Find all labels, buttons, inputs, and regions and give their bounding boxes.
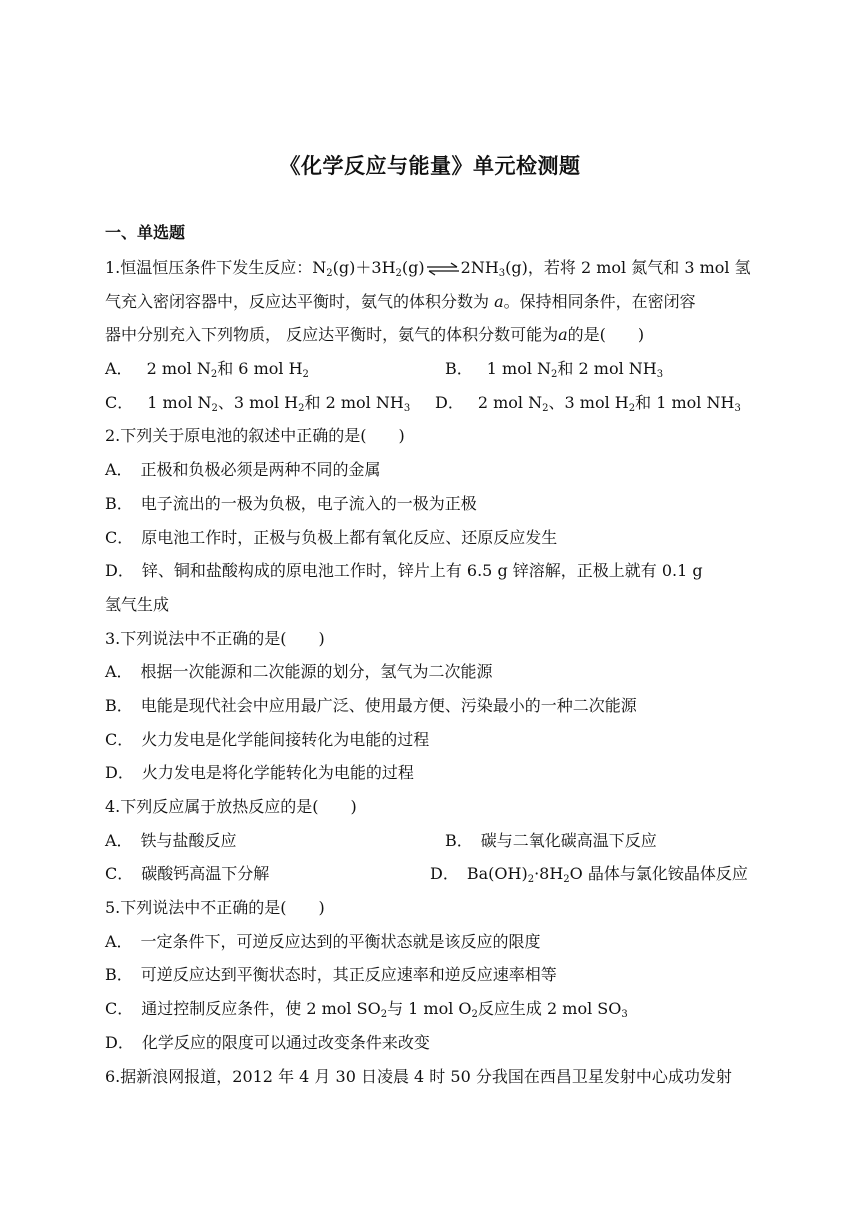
option-c: C． 1 mol $N_2$、3 mol $H_2$和 2 mol $NH_3$ [105,392,411,414]
page-title: 《化学反应与能量》单元检测题 [279,153,581,178]
option-d: D． $Ba(OH)_2\cdot 8H_2O$ 晶体与氯化铵晶体反应 [430,864,748,886]
question-1-line-1: 1.恒温恒压条件下发生反应：$N_2(g)+3H_2(g)$ $2NH_3(g)$，若将 2 mol 氮气和 3 mol 氢 [105,258,751,279]
option-c: C． 火力发电是化学能间接转化为电能的过程 [105,729,430,749]
option-d: D． 2 mol $N_2$、3 mol $H_2$和 1 mol $NH_3$ [435,392,741,414]
option-d-continued: 氢气生成 [105,594,170,614]
option-c: C． 通过控制反应条件，使 2 mol $SO_2$与 1 mol $O_2$反应生成 2 mol $SO_3$ [105,999,628,1021]
question-4-options-cd [105,857,757,891]
question-3-stem: 3.下列说法中不正确的是( ) [105,628,325,648]
section-heading: 一、单选题 [105,223,186,242]
option-a: A． 正极和负极必须是两种不同的金属 [105,460,381,480]
option-b: B． 电子流出的一极为负极，电子流入的一极为正极 [105,493,477,513]
option-a: A． 2 mol $N_2$和 6 mol $H_2$ [105,359,309,381]
question-1-line-3: 器中分别充入下列物质， 反应达平衡时，氨气的体积分数可能为a的是( ) [105,325,645,345]
question-1-options-ab [105,352,757,386]
question-1-line-2: 气充入密闭容器中，反应达平衡时，氨气的体积分数为 a。保持相同条件，在密闭容 [105,291,696,311]
option-d: D． 火力发电是将化学能转化为电能的过程 [105,763,414,783]
option-d: D． 锌、铜和盐酸构成的原电池工作时，锌片上有 6.5 g 锌溶解，正极上就有 0.1 g [105,561,703,581]
option-d: D． 化学反应的限度可以通过改变条件来改变 [105,1032,430,1052]
option-c: C． 碳酸钙高温下分解 [105,864,270,884]
option-c: C． 原电池工作时，正极与负极上都有氧化反应、还原反应发生 [105,527,558,547]
question-1-options-cd [105,386,757,420]
option-a: A． 铁与盐酸反应 [105,830,237,850]
question-6-stem: 6.据新浪网报道，2012 年 4 月 30 日凌晨 4 时 50 分我国在西昌卫星发射中心成功发射 [105,1066,732,1086]
option-b: B． 可逆反应达到平衡状态时，其正反应速率和逆反应速率相等 [105,965,557,985]
question-4-stem: 4.下列反应属于放热反应的是( ) [105,797,357,816]
option-b: B． 碳与二氧化碳高温下反应 [445,830,657,850]
equilibrium-arrow-icon [425,262,461,276]
option-a: A． 根据一次能源和二次能源的划分，氢气为二次能源 [105,662,493,682]
question-2-stem: 2.下列关于原电池的叙述中正确的是( ) [105,426,405,446]
option-a: A． 一定条件下，可逆反应达到的平衡状态就是该反应的限度 [105,931,541,951]
question-5-stem: 5.下列说法中不正确的是( ) [105,898,325,918]
question-list [105,251,757,1093]
question-4-options-ab [105,824,757,858]
option-b: B． 1 mol $N_2$和 2 mol $NH_3$ [445,359,664,381]
option-b: B． 电能是现代社会中应用最广泛、使用最方便、污染最小的一种二次能源 [105,695,637,715]
